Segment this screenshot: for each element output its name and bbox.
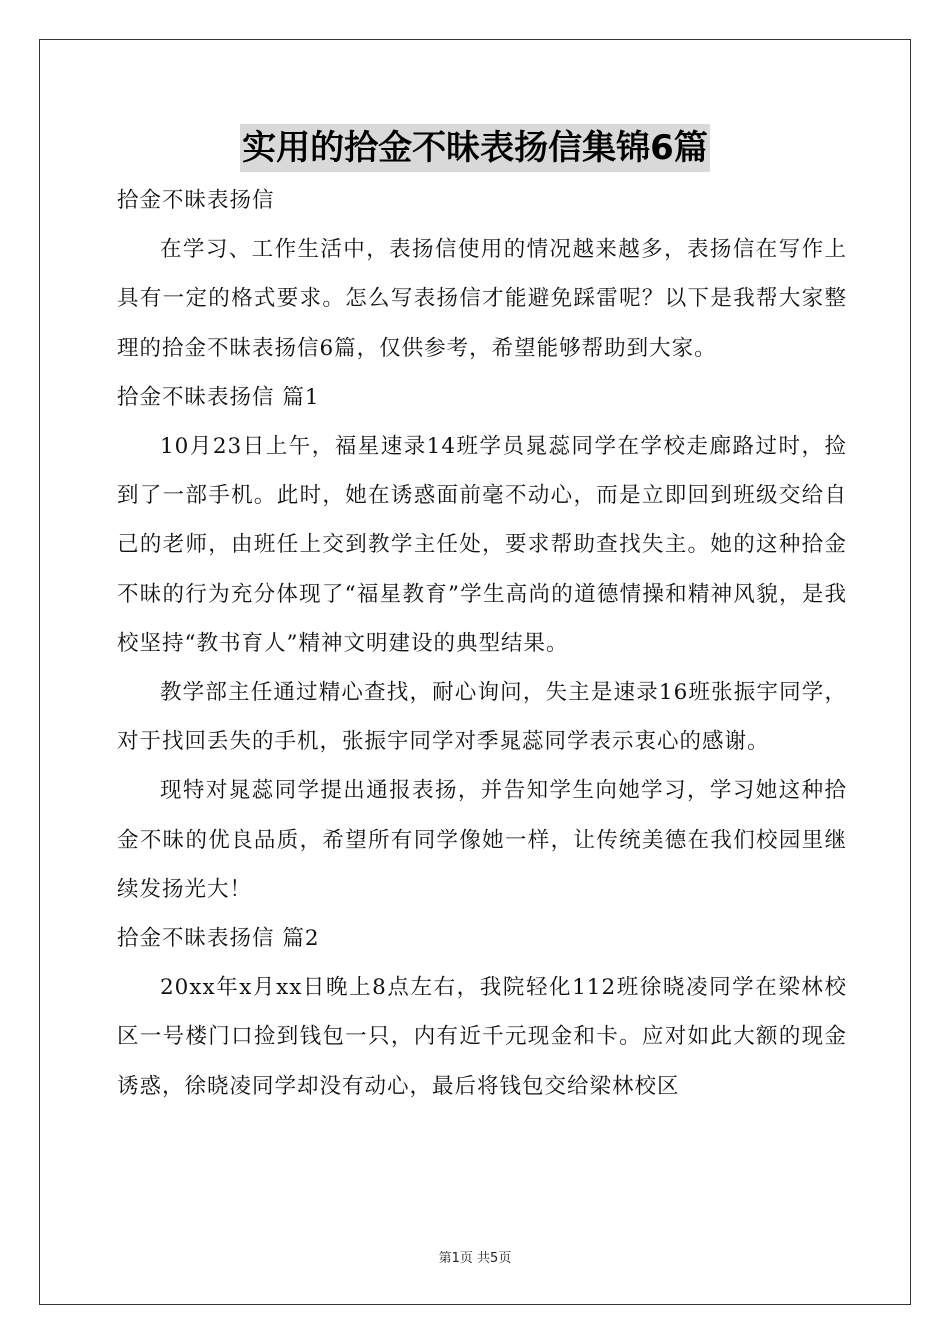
paragraph: 现特对晁蕊同学提出通报表扬，并告知学生向她学习，学习她这种拾金不昧的优良品质，希望所有同学像她一样，让传统美德在我们校园里继续发扬光大！ bbox=[117, 778, 847, 902]
paragraph: 20xx年x月xx日晚上8点左右，我院轻化112班徐晓凌同学在梁林校区一号楼门口捡到钱包一只，内有近千元现金和卡。应对如此大额的现金诱惑，徐晓凌同学却没有动心，最后将钱包交给梁林校区 bbox=[117, 975, 847, 1099]
document-body bbox=[117, 176, 847, 1111]
section-heading-1: 拾金不昧表扬信 篇1 bbox=[117, 384, 320, 410]
paragraph: 教学部主任通过精心查找，耐心询问，失主是速录16班张振宇同学，对于找回丢失的手机，张振宇同学对季晁蕊同学表示衷心的感谢。 bbox=[117, 680, 847, 755]
document-title: 实用的拾金不昧表扬信集锦6篇 bbox=[240, 124, 710, 172]
paragraph: 在学习、工作生活中，表扬信使用的情况越来越多，表扬信在写作上具有一定的格式要求。怎么写表扬信才能避免踩雷呢？以下是我帮大家整理的拾金不昧表扬信6篇，仅供参考，希望能够帮助到大家。 bbox=[117, 237, 847, 361]
paragraph-heading: 拾金不昧表扬信 bbox=[117, 188, 275, 213]
page-footer: 第1页 共5页 bbox=[438, 1251, 512, 1266]
paragraph: 10月23日上午，福星速录14班学员晁蕊同学在学校走廊路过时，捡到了一部手机。此时，她在诱惑面前毫不动心，而是立即回到班级交给自己的老师，由班任上交到教学主任处，要求帮助查找失主。她的这种拾金不昧的行为充分体现了“福星教育”学生高尚的道德情操和精神风貌，是我校坚持“教书育人”精神文明建设的典型结果。 bbox=[117, 434, 847, 656]
section-heading-2: 拾金不昧表扬信 篇2 bbox=[117, 926, 320, 952]
title-container bbox=[0, 124, 950, 172]
